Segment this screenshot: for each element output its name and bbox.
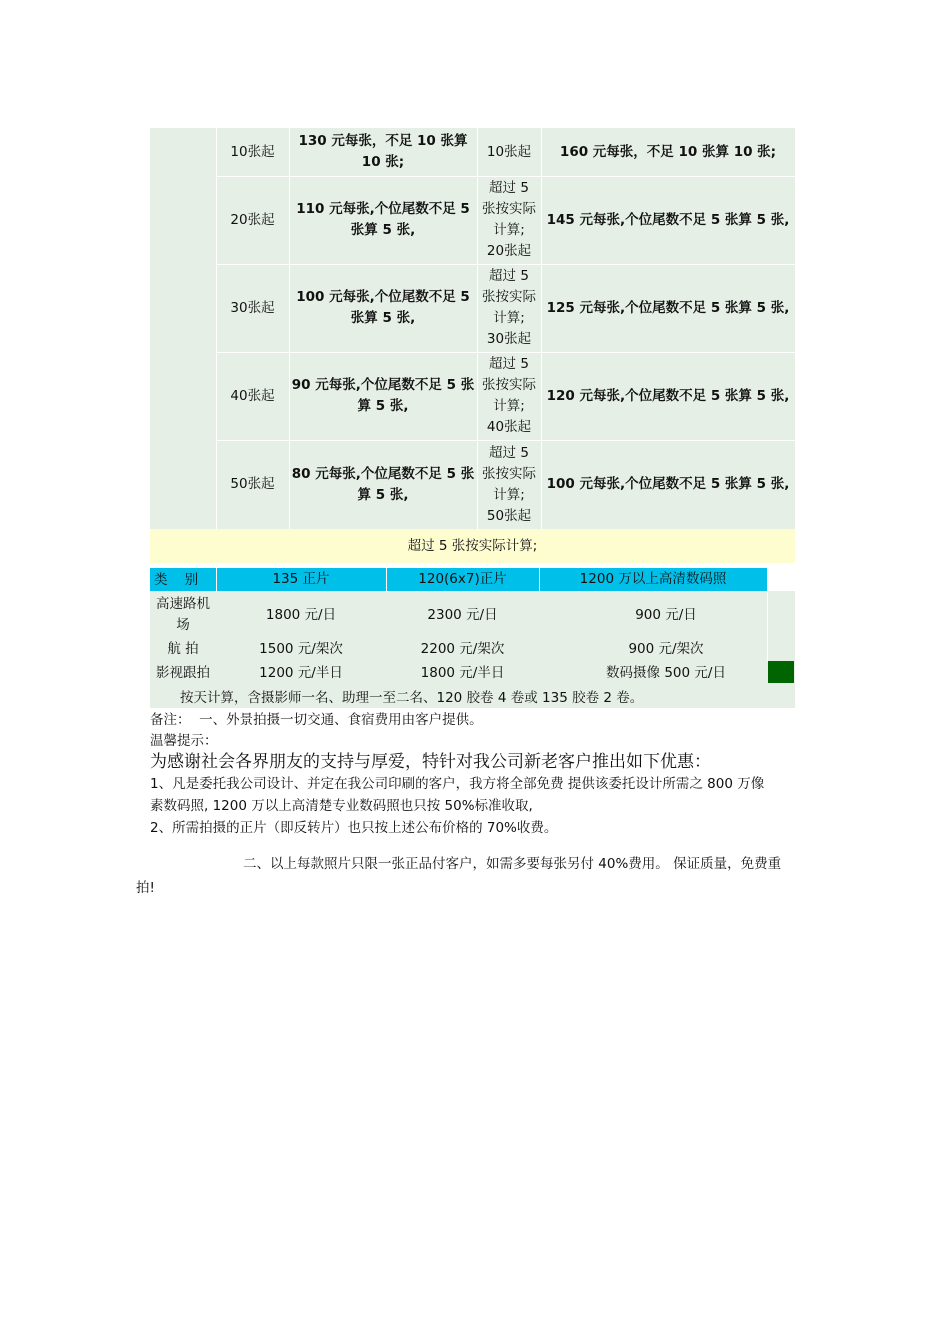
service-price: 1500 元/架次 <box>259 640 343 657</box>
service-price: 2300 元/日 <box>427 606 498 623</box>
remark: 备注： 一、外景拍摄一切交通、食宿费用由客户提供。 <box>150 712 483 728</box>
note-2-line-2: 拍! <box>136 880 155 896</box>
tier-qty: 超过 5 张按实际 计算; 40张起 <box>482 356 536 435</box>
service-price: 1800 元/日 <box>265 606 337 623</box>
service-price: 900 元/架次 <box>628 640 704 657</box>
thanks-line: 为感谢社会各界朋友的支持与厚爱，特针对我公司新老客户推出如下优惠： <box>150 752 711 772</box>
note-2-line-1: 二、以上每款照片只限一张正品付客户，如需多要每张另付 40%费用。 保证质量，免费重 <box>243 856 782 872</box>
header-135: 135 正片 <box>272 571 330 587</box>
header-category: 类 别 <box>154 572 199 588</box>
tier-qty: 20张起 <box>230 211 275 228</box>
tier-qty: 超过 5 张按实际 计算; 20张起 <box>482 180 536 259</box>
tip-title: 温馨提示： <box>150 733 218 749</box>
header-digital: 1200 万以上高清数码照 <box>579 571 727 587</box>
service-name: 航 拍 <box>167 640 199 657</box>
tier-qty: 超过 5 张按实际 计算; 50张起 <box>482 444 536 524</box>
tier-price: 160 元每张，不足 10 张算 10 张; <box>559 143 777 160</box>
service-price: 900 元/日 <box>635 606 697 623</box>
tier-qty: 30张起 <box>230 299 275 316</box>
tier-qty: 50张起 <box>230 476 275 492</box>
tier-qty: 10张起 <box>230 143 275 160</box>
tier-price: 100 元每张,个位尾数不足 5 张算 5 张, <box>296 289 470 326</box>
tier-price: 125 元每张,个位尾数不足 5 张算 5 张, <box>546 299 790 316</box>
tier-price: 90 元每张,个位尾数不足 5 张 算 5 张, <box>291 377 475 414</box>
tier-qty: 超过 5 张按实际 计算; 30张起 <box>482 268 536 347</box>
tier-price: 110 元每张,个位尾数不足 5 张算 5 张, <box>296 201 470 238</box>
dark-green-marker <box>768 661 794 683</box>
service-price: 2200 元/架次 <box>420 640 505 657</box>
tier-qty: 10张起 <box>486 143 532 160</box>
tier-price: 120 元每张,个位尾数不足 5 张算 5 张, <box>546 387 790 404</box>
day-note: 按天计算，含摄影师一名、助理一至二名、120 胶卷 4 卷或 135 胶卷 2 卷。 <box>180 690 644 706</box>
tier-price: 130 元每张，不足 10 张算 10 张; <box>298 133 468 170</box>
service-name: 影视跟拍 <box>156 664 210 681</box>
overflow-rule-row: 超过 5 张按实际计算; <box>150 529 795 563</box>
offer-2: 2、所需拍摄的正片（即反转片）也只按上述公布价格的 70%收费。 <box>150 820 558 836</box>
tier-qty: 40张起 <box>230 387 275 404</box>
header-120: 120(6x7)正片 <box>418 571 507 587</box>
offer-1-line-1: 1、凡是委托我公司设计、并定在我公司印刷的客户，我方将全部免费 提供该委托设计所需之 800 万像 <box>150 776 765 792</box>
service-price: 数码摄像 500 元/日 <box>606 664 726 681</box>
service-name: 高速路机 场 <box>156 596 210 633</box>
tier-price: 100 元每张,个位尾数不足 5 张算 5 张, <box>546 476 790 492</box>
offer-1-line-2: 素数码照, 1200 万以上高清楚专业数码照也只按 50%标准收取, <box>150 798 533 814</box>
service-price: 1800 元/半日 <box>420 664 505 681</box>
service-price: 1200 元/半日 <box>259 664 343 681</box>
tier-price: 145 元每张,个位尾数不足 5 张算 5 张, <box>546 211 790 228</box>
tier-price: 80 元每张,个位尾数不足 5 张 算 5 张, <box>291 465 475 503</box>
